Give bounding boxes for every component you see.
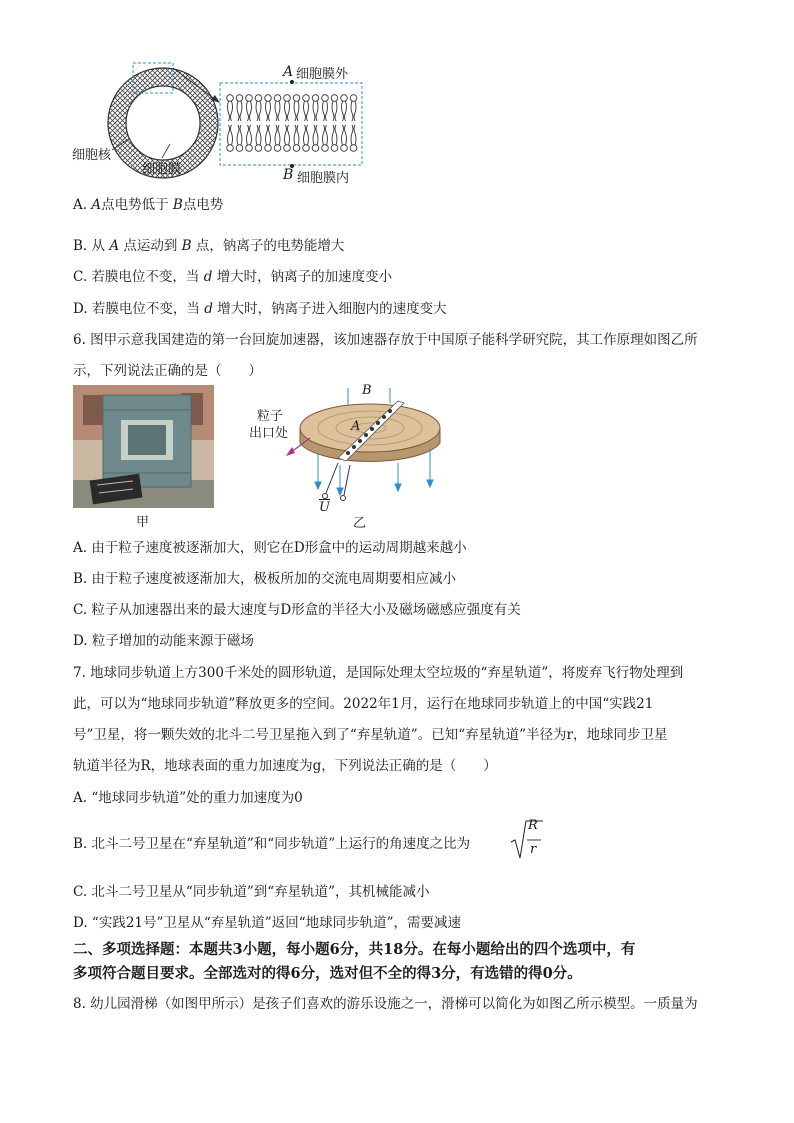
- lipid-tail: [285, 101, 290, 121]
- lipid-tail: [294, 101, 299, 121]
- lipid-tail: [275, 125, 280, 145]
- lipid-tail: [247, 125, 252, 145]
- lipid-head: [236, 95, 243, 102]
- label-membrane: 细胞膜: [142, 162, 182, 177]
- lipid-head: [350, 145, 357, 152]
- point-b-label: B: [283, 167, 294, 183]
- q5-option-b: B. 从 A 点运动到 B 点，钠离子的电势能增大: [73, 238, 345, 254]
- label-inside: 细胞膜内: [297, 171, 350, 186]
- lipid-tail: [266, 101, 271, 121]
- photo-caption: 甲: [136, 515, 150, 530]
- q7-stem-line1: 7. 地球同步轨道上方300千米处的圆形轨道，是国际处理太空垃圾的“弃星轨道”，将废弃飞行物处理到: [73, 665, 684, 681]
- phospholipid-bilayer: [227, 95, 357, 152]
- lipid-tail: [313, 101, 318, 121]
- lipid-tail: [332, 125, 337, 145]
- lipid-head: [312, 95, 319, 102]
- lipid-head: [246, 95, 253, 102]
- q6-stem-line2: 示，下列说法正确的是（ ）: [73, 363, 262, 379]
- diagram-b-label: B: [362, 383, 372, 398]
- diagram-caption: 乙: [353, 516, 367, 531]
- lipid-tail: [247, 101, 252, 121]
- lipid-head: [293, 95, 300, 102]
- label-outside: 细胞膜外: [296, 67, 349, 82]
- lipid-head: [255, 145, 262, 152]
- lipid-tail: [342, 101, 347, 121]
- q6-option-b: B. 由于粒子速度被逐渐加大，极板所加的交流电周期要相应减小: [73, 571, 457, 587]
- section2-heading-line2: 多项符合题目要求。全部选对的得6分，选对但不全的得3分，有选错的得0分。: [73, 965, 582, 982]
- q7-stem-line4: 轨道半径为R，地球表面的重力加速度为g，下列说法正确的是（ ）: [73, 758, 497, 774]
- lipid-head: [246, 145, 253, 152]
- lipid-head: [274, 145, 281, 152]
- q7-option-a: A. “地球同步轨道”处的重力加速度为0: [73, 790, 303, 806]
- lipid-head: [284, 145, 291, 152]
- lipid-head: [341, 145, 348, 152]
- lipid-tail: [266, 125, 271, 145]
- lipid-tail: [285, 125, 290, 145]
- point-a-label: A: [283, 64, 294, 80]
- diagram-exit-label-1: 粒子: [257, 409, 284, 424]
- sqrt-denominator: r: [530, 842, 537, 857]
- q5-option-a: A. A点电势低于 B点电势: [73, 197, 224, 213]
- lipid-tail: [342, 125, 347, 145]
- lipid-head: [341, 95, 348, 102]
- lipid-head: [293, 145, 300, 152]
- lipid-tail: [323, 101, 328, 121]
- lipid-head: [227, 95, 234, 102]
- lipid-tail: [228, 125, 233, 145]
- lipid-head: [322, 95, 329, 102]
- cyclotron-photo: [73, 385, 214, 508]
- q6-stem-line1: 6. 图甲示意我国建造的第一台回旋加速器，该加速器存放于中国原子能科学研究院，其工作原理如图乙所: [73, 332, 698, 348]
- lipid-tail: [237, 125, 242, 145]
- q7-option-d: D. “实践21号”卫星从“弃星轨道”返回“地球同步轨道”，需要减速: [73, 915, 462, 931]
- lipid-tail: [313, 125, 318, 145]
- q5-option-d: D. 若膜电位不变，当 d 增大时，钠离子进入细胞内的速度变大: [73, 301, 447, 317]
- q7-option-b: B. 北斗二号卫星在“弃星轨道”和“同步轨道”上运行的角速度之比为: [73, 836, 471, 852]
- cyclotron-diagram: [240, 383, 455, 523]
- lipid-head: [265, 145, 272, 152]
- section2-heading-line1: 二、多项选择题：本题共3小题，每小题6分，共18分。在每小题给出的四个选项中，有: [73, 941, 636, 958]
- q8-stem-line1: 8. 幼儿园滑梯（如图甲所示）是孩子们喜欢的游乐设施之一，滑梯可以简化为如图乙所示模型。一质量为: [73, 996, 698, 1012]
- lipid-tail: [351, 125, 356, 145]
- lipid-tail: [332, 101, 337, 121]
- lipid-head: [227, 145, 234, 152]
- diagram-exit-label-2: 出口处: [249, 426, 289, 441]
- lipid-tail: [256, 101, 261, 121]
- lipid-head: [265, 95, 272, 102]
- lipid-tail: [351, 101, 356, 121]
- lipid-head: [255, 95, 262, 102]
- lipid-head: [312, 145, 319, 152]
- lipid-head: [236, 145, 243, 152]
- q7-stem-line2: 此，可以为“地球同步轨道”释放更多的空间。2022年1月，运行在地球同步轨道上的中国“实践21: [73, 696, 654, 712]
- lipid-head: [331, 95, 338, 102]
- lipid-tail: [304, 101, 309, 121]
- lipid-head: [284, 95, 291, 102]
- sqrt-fraction: [509, 818, 545, 862]
- lipid-tail: [294, 125, 299, 145]
- q5-option-c: C. 若膜电位不变，当 d 增大时，钠离子的加速度变小: [73, 269, 393, 285]
- lipid-head: [274, 95, 281, 102]
- sqrt-numerator: R: [528, 818, 538, 833]
- q6-option-d: D. 粒子增加的动能来源于磁场: [73, 633, 254, 649]
- diagram-u-label: $\overline{U}$: [319, 500, 330, 515]
- lipid-tail: [228, 101, 233, 121]
- lipid-head: [322, 145, 329, 152]
- label-nucleus: 细胞核: [72, 148, 112, 163]
- lipid-head: [331, 145, 338, 152]
- lipid-head: [303, 145, 310, 152]
- lipid-tail: [237, 101, 242, 121]
- q7-option-c: C. 北斗二号卫星从“同步轨道”到“弃星轨道”，其机械能减小: [73, 884, 430, 900]
- lipid-head: [303, 95, 310, 102]
- lipid-head: [350, 95, 357, 102]
- lipid-tail: [304, 125, 309, 145]
- diagram-a-label: A: [351, 419, 361, 434]
- lipid-tail: [323, 125, 328, 145]
- nucleus-circle: [126, 86, 200, 160]
- lipid-tail: [275, 101, 280, 121]
- q6-option-c: C. 粒子从加速器出来的最大速度与D形盒的半径大小及磁场磁感应强度有关: [73, 602, 521, 618]
- q6-option-a: A. 由于粒子速度被逐渐加大，则它在D形盒中的运动周期越来越小: [73, 540, 467, 556]
- q7-stem-line3: 号”卫星，将一颗失效的北斗二号卫星拖入到了“弃星轨道”。已知“弃星轨道”半径为r，地球同步卫星: [73, 727, 668, 743]
- lipid-tail: [256, 125, 261, 145]
